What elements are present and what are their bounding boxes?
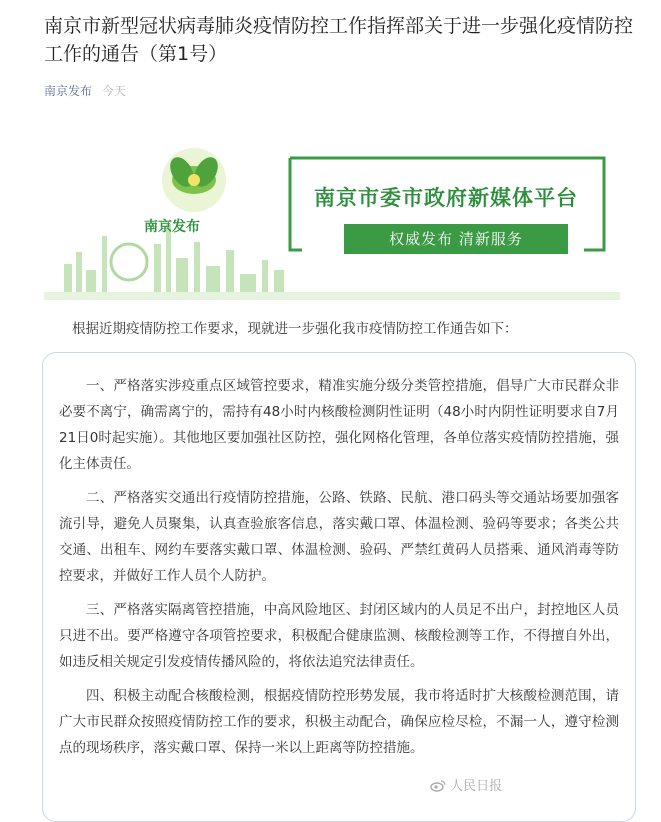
banner-image [44,124,620,300]
article-title: 南京市新型冠状病毒肺炎疫情防控工作指挥部关于进一步强化疫情防控工作的通告（第1号） [44,15,634,65]
watermark [430,775,502,794]
notice-content [59,373,619,769]
banner-headline: 南京市委市政府新媒体平台 [314,186,578,210]
banner-tagline: 权威发布 清新服务 [344,224,568,254]
paragraph-4: 四、积极主动配合核酸检测，根据疫情防控形势发展，我市将适时扩大核酸检测范围，请广大市民群众按照疫情防控工作的要求，积极主动配合，确保应检尽检，不漏一人，遵守检测点的现场秩序，落实戴口罩、保持一米以上距离等防控措施。 [59,688,619,756]
paragraph-2: 二、严格落实交通出行疫情防控措施，公路、铁路、民航、港口码头等交通站场要加强客流引导，避免人员聚集，认真查验旅客信息，落实戴口罩、体温检测、验码等要求；各类公共交通、出租车、网约车要落实戴口罩、体温检测、验码、严禁红黄码人员搭乘、通风消毒等防控要求，并做好工作人员个人防护。 [59,490,619,584]
intro-text: 根据近期疫情防控工作要求，现就进一步强化我市疫情防控工作通告如下： [72,321,518,337]
nanjing-logo-icon [162,148,226,212]
article-meta [44,82,126,99]
notice-box [42,352,636,822]
weibo-icon [430,779,446,792]
paragraph-3: 三、严格落实隔离管控措施，中高风险地区、封闭区域内的人员足不出户，封控地区人员只进不出。要严格遵守各项管控要求，积极配合健康监测、核酸检测等工作，不得擅自外出，如违反相关规定引发疫情传播风险的，将依法追究法律责任。 [59,602,619,670]
logo-name: 南京发布 [144,219,200,235]
paragraph-1: 一、严格落实涉疫重点区域管控要求，精准实施分级分类管控措施，倡导广大市民群众非必要不离宁，确需离宁的，需持有48小时内核酸检测阴性证明（48小时内阴性证明要求自7月21日0时起实施）。其他地区要加强社区防控，强化网格化管理，各单位落实疫情防控措施，强化主体责任。 [59,378,619,472]
banner-graphic [44,124,620,300]
watermark-text: 人民日报 [450,779,503,794]
author-link[interactable]: 南京发布 [44,84,93,98]
publish-date: 今天 [101,84,126,98]
